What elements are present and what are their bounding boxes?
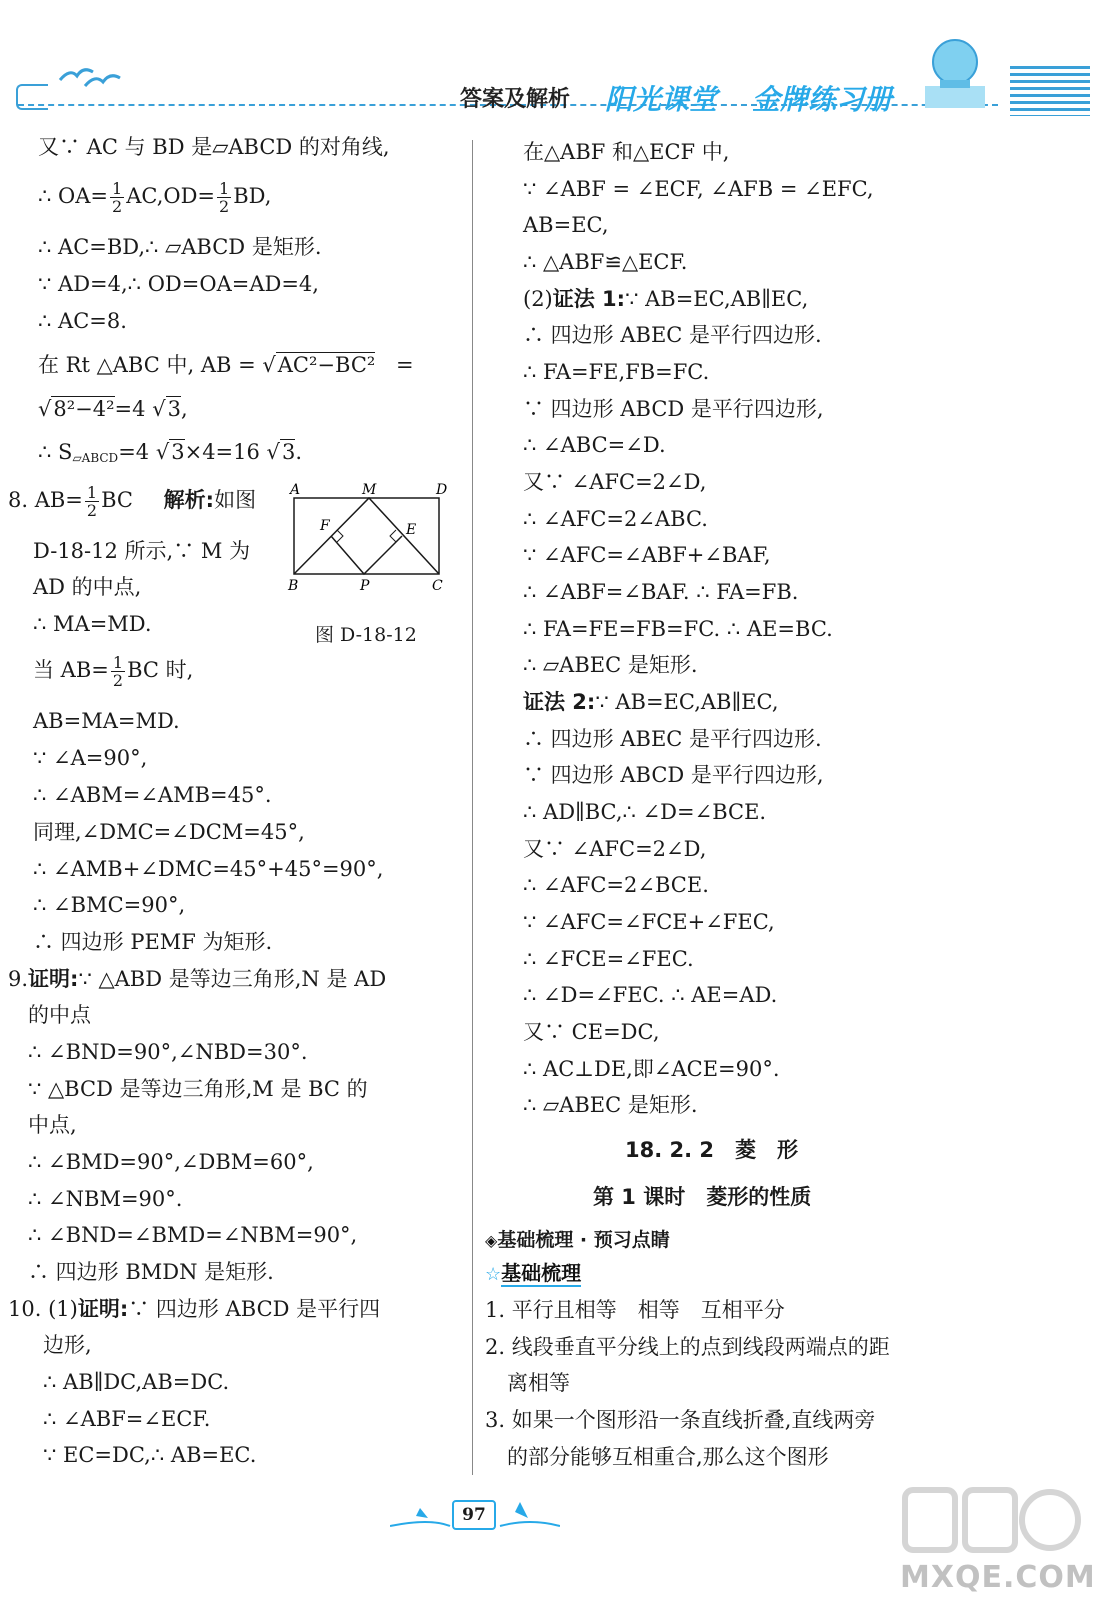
question-9-line: 9.证明:∵ △ABD 是等边三角形,N 是 AD (8, 967, 387, 991)
text-line: 在 Rt △ABC 中, AB = √AC²−BC² = (38, 353, 414, 377)
label-C: C (432, 578, 443, 594)
text-line: 1. 平行且相等 相等 互相平分 (485, 1298, 785, 1322)
text-line: 3. 如果一个图形沿一条直线折叠,直线两旁 (485, 1408, 876, 1432)
text-line: ∴ ∠BND=∠BMD=∠NBM=90°, (28, 1223, 358, 1247)
text-line: 的部分能够互相重合,那么这个图形 (507, 1445, 829, 1469)
text-line: ∴ ∠D=∠FEC. ∴ AE=AD. (523, 983, 778, 1007)
star-icon: ☆ (485, 1264, 502, 1285)
text-line: ∴ FA=FE=FB=FC. ∴ AE=BC. (523, 617, 833, 641)
label-A: A (290, 482, 301, 498)
fraction: $\frac{1}{2}$ (219, 179, 230, 216)
text-line: 在△ABF 和△ECF 中, (523, 140, 730, 164)
globe-decoration-icon (905, 20, 1000, 115)
text-line: D-18-12 所示,∵ M 为 (33, 539, 251, 563)
text-line: ∴ AC=BD,∴ ▱ABCD 是矩形. (38, 235, 322, 259)
section-heading: 18. 2. 2 菱 形 (625, 1138, 799, 1162)
text-line: 的中点 (28, 1003, 91, 1027)
fraction: $\frac{1}{2}$ (112, 179, 123, 216)
text-line: ∴ ∠ABF=∠ECF. (43, 1407, 211, 1431)
text-line: ∴ ∠BMC=90°, (33, 893, 186, 917)
text-line: ∵ 四边形 ABCD 是平行四边形, (523, 763, 824, 787)
text-line: ∴ ∠ABC=∠D. (523, 433, 666, 457)
text-line: 离相等 (507, 1371, 570, 1395)
text-line: ∵ ∠AFC=∠ABF+∠BAF, (523, 543, 771, 567)
text-line: ∵ EC=DC,∴ AB=EC. (43, 1443, 257, 1467)
text-line: ∴ ∠ABF=∠BAF. ∴ FA=FB. (523, 580, 799, 604)
text-line: ∴ 四边形 PEMF 为矩形. (33, 930, 273, 954)
text-line: AB=EC, (523, 213, 609, 237)
text-line: ∴ ∠AMB+∠DMC=45°+45°=90°, (33, 857, 384, 881)
text-line: 当 AB= $\frac{1}{2}$ BC 时, (33, 653, 194, 690)
tag-line-2: ☆基础梳理 (485, 1261, 582, 1285)
label-P: P (360, 578, 370, 594)
text-line: ∴ ∠NBM=90°. (28, 1187, 183, 1211)
text-line: ∴ ▱ABEC 是矩形. (523, 1093, 698, 1117)
text-line: ∴ 四边形 BMDN 是矩形. (28, 1260, 274, 1284)
text-line: ∴ ▱ABEC 是矩形. (523, 653, 698, 677)
text-line: ∵ AD=4,∴ OD=OA=AD=4, (38, 272, 319, 296)
label-B: B (288, 578, 299, 594)
header-corner-bracket (16, 84, 48, 110)
header-brand-1: 阳光课堂 (605, 83, 718, 116)
text-line: 又∵ CE=DC, (523, 1020, 660, 1044)
tag-line: ◈基础梳理 · 预习点睛 (485, 1229, 670, 1251)
page-header (0, 0, 1097, 125)
geometry-figure (282, 478, 457, 598)
text-line: ∴ ∠FCE=∠FEC. (523, 947, 694, 971)
text-line: √8²−4²=4 √3, (38, 397, 188, 421)
text-line: ∵ ∠ABF = ∠ECF, ∠AFB = ∠EFC, (523, 177, 874, 201)
header-stripes (1010, 66, 1090, 116)
lesson-heading: 第 1 课时 菱形的性质 (593, 1185, 812, 1209)
header-section-title: 答案及解析 (460, 87, 571, 112)
text-line: ∴ ∠BND=90°,∠NBD=30°. (28, 1040, 308, 1064)
text-line: 又∵ AC 与 BD 是▱ABCD 的对角线, (38, 135, 390, 159)
text-line: ∴ ∠AFC=2∠BCE. (523, 873, 709, 897)
text-line: 2. 线段垂直平分线上的点到线段两端点的距 (485, 1335, 890, 1359)
seagull-icon (55, 58, 125, 94)
text-line: ∴ $S_{▱ABCD}=4$ √3×4=16 √3. (38, 440, 302, 465)
text-line: 又∵ ∠AFC=2∠D, (523, 470, 707, 494)
text-line: ∴ MA=MD. (33, 612, 152, 636)
text-line: AD 的中点, (33, 575, 142, 599)
text-line: AB=MA=MD. (33, 709, 180, 733)
text-line: ∵ ∠AFC=∠FCE+∠FEC, (523, 910, 775, 934)
text-line: 同理,∠DMC=∠DCM=45°, (33, 820, 305, 844)
watermark-text: MXQE.COM (900, 1560, 1096, 1595)
label-F: F (320, 518, 330, 534)
header-brand-2: 金牌练习册 (752, 83, 893, 116)
diamond-icon: ◈ (485, 1231, 498, 1250)
text-line: ∴ AC⊥DE,即∠ACE=90°. (523, 1057, 780, 1081)
label-E: E (406, 522, 417, 538)
text-line: ∴ AB∥DC,AB=DC. (43, 1370, 230, 1394)
text-line: ∵ △BCD 是等边三角形,M 是 BC 的 (28, 1077, 368, 1101)
text-line: ∴ △ABF≌△ECF. (523, 250, 688, 274)
text-line: ∴ AD∥BC,∴ ∠D=∠BCE. (523, 800, 767, 824)
question-10-line: 10. (1)证明:∵ 四边形 ABCD 是平行四 (8, 1297, 381, 1321)
label-M: M (362, 482, 377, 498)
text-line: ∴ OA= $\frac{1}{2}$ AC,OD= $\frac{1}{2}$ BD, (38, 179, 272, 216)
page-number: 97 (452, 1500, 496, 1530)
text-line: 又∵ ∠AFC=2∠D, (523, 837, 707, 861)
text-line: ∴ 四边形 ABEC 是平行四边形. (523, 323, 822, 347)
text-line: ∵ ∠A=90°, (33, 746, 148, 770)
text-line: 边形, (43, 1333, 92, 1357)
label-D: D (436, 482, 448, 498)
text-line: 中点, (28, 1113, 77, 1137)
text-line: ∴ ∠BMD=90°,∠DBM=60°, (28, 1150, 314, 1174)
text-line: ∴ AC=8. (38, 309, 127, 333)
text-line: ∴ 四边形 ABEC 是平行四边形. (523, 727, 822, 751)
fraction: $\frac{1}{2}$ (86, 483, 98, 520)
text-line: ∴ ∠AFC=2∠ABC. (523, 507, 708, 531)
text-line: ∵ 四边形 ABCD 是平行四边形, (523, 397, 824, 421)
question-8-line: 8. AB= $\frac{1}{2}$ BC 解析:如图 (8, 483, 257, 520)
text-line: (2)证法 1:∵ AB=EC,AB∥EC, (523, 287, 809, 311)
text-line: ∴ FA=FE,FB=FC. (523, 360, 710, 384)
text-line: 证法 2:∵ AB=EC,AB∥EC, (523, 690, 779, 714)
fraction: $\frac{1}{2}$ (112, 653, 124, 690)
text-line: ∴ ∠ABM=∠AMB=45°. (33, 783, 272, 807)
column-divider (472, 140, 473, 1475)
figure-caption: 图 D-18-12 (315, 624, 417, 646)
